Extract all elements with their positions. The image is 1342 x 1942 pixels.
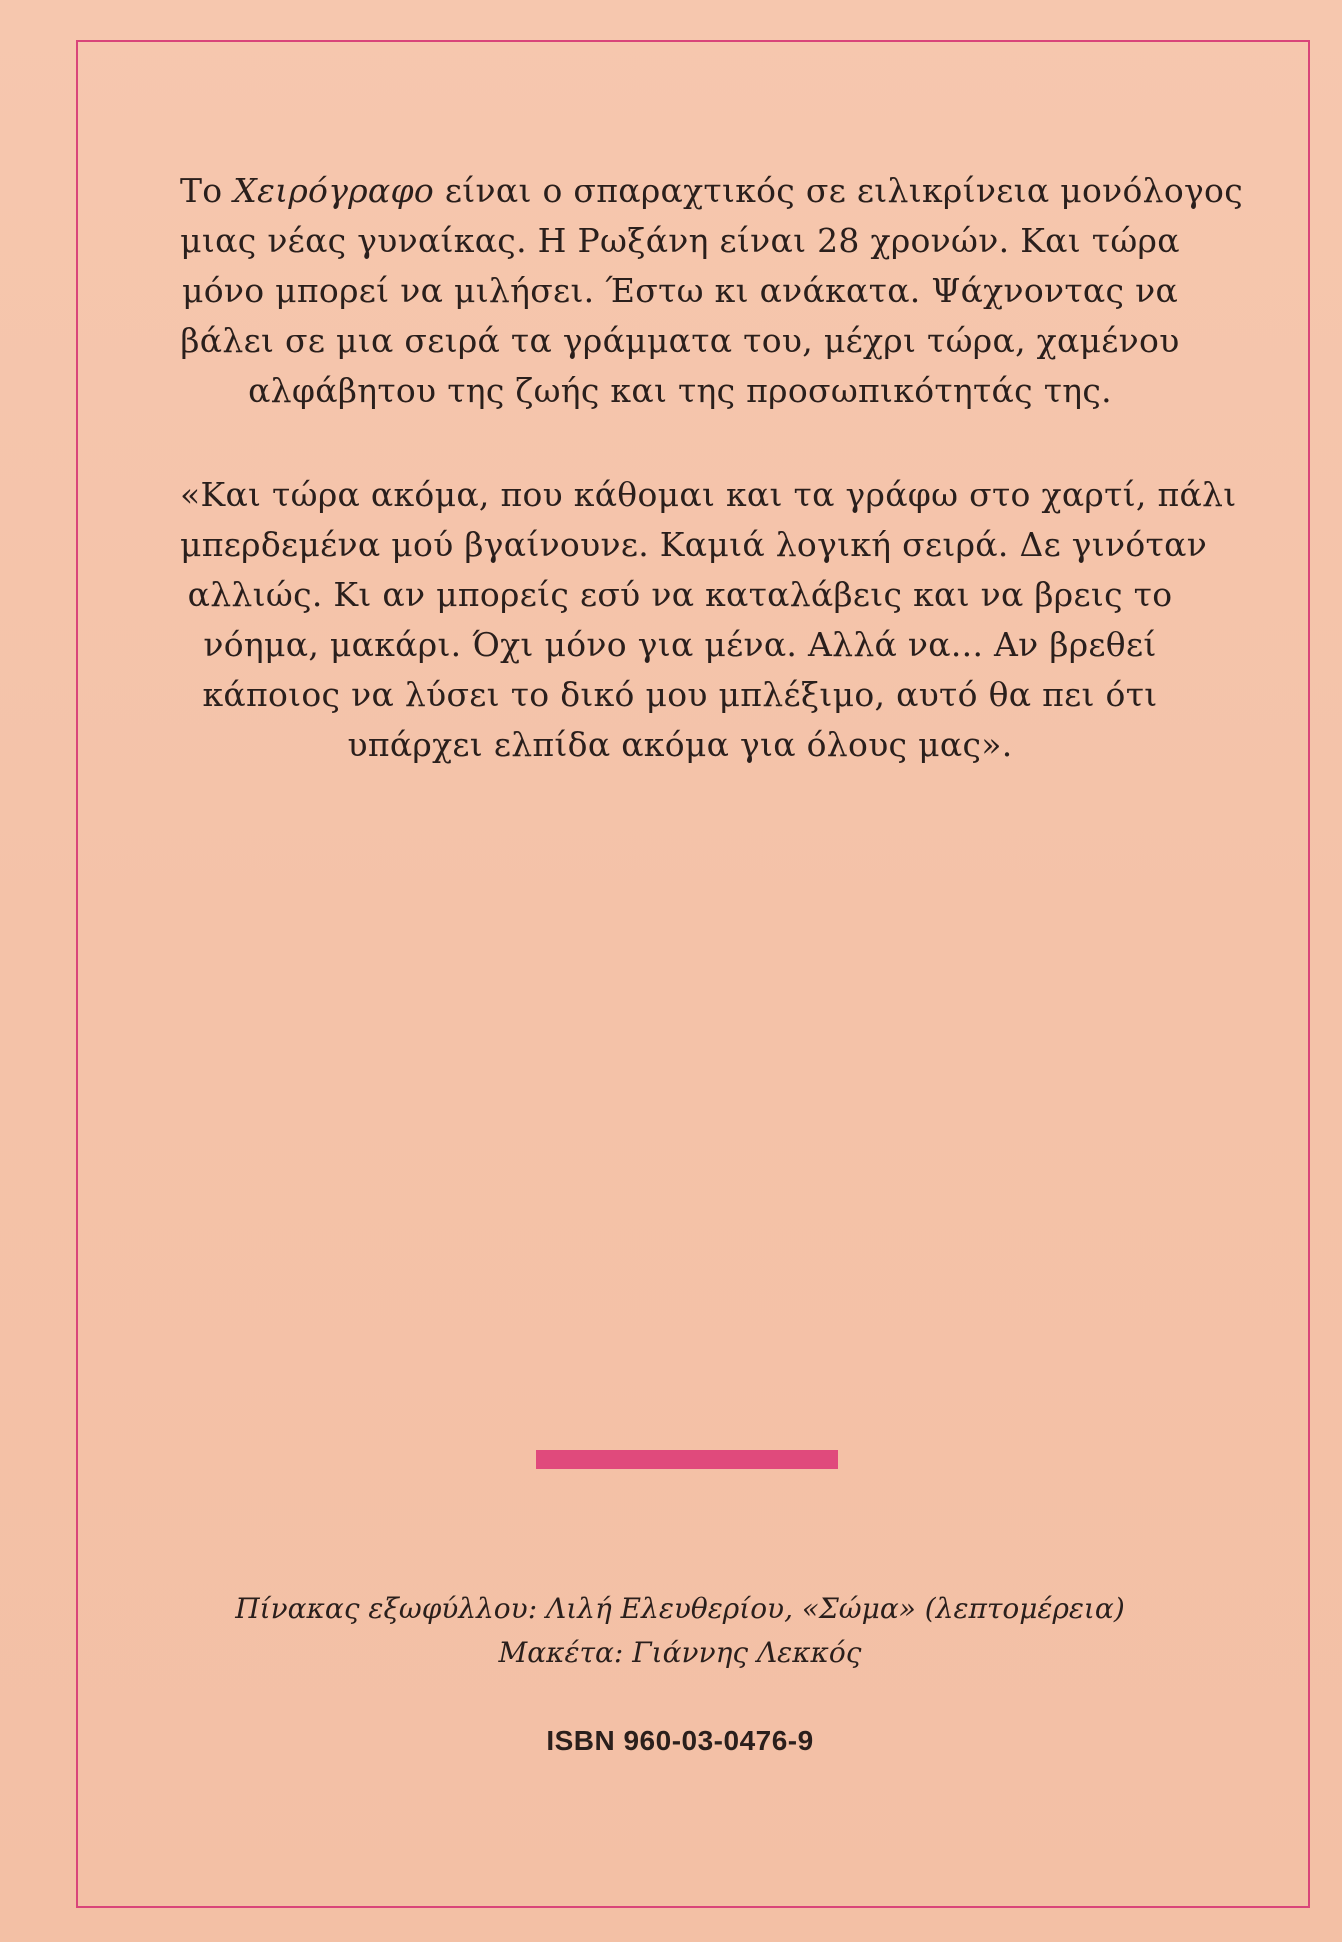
- credits: [180, 1587, 1180, 1675]
- blurb-line: Το Χειρόγραφο είναι ο σπαραχτικός σε ειλικρίνεια μονόλογος: [180, 171, 1244, 210]
- blurb-line: βάλει σε μια σειρά τα γράμματα του, μέχρι τώρα, χαμένου: [180, 321, 1180, 360]
- layout-credit: Μακέτα: Γιάννης Λεκκός: [498, 1636, 862, 1669]
- blurb-line: μόνο μπορεί να μιλήσει. Έστω κι ανάκατα. Ψάχνοντας να: [181, 271, 1179, 310]
- blurb-paragraph: [180, 166, 1244, 416]
- quote-line: υπάρχει ελπίδα ακόμα για όλους μας».: [347, 725, 1013, 764]
- quote-paragraph: [180, 470, 1237, 770]
- quote-line: νόημα, μακάρι. Όχι μόνο για μένα. Αλλά να... Αν βρεθεί: [203, 625, 1157, 664]
- quote-line: μπερδεμένα μού βγαίνουνε. Καμιά λογική σειρά. Δε γινόταν: [180, 525, 1208, 564]
- quote-line: κάποιος να λύσει το δικό μου μπλέξιμο, αυτό θα πει ότι: [202, 675, 1158, 714]
- quote-line: αλλιώς. Κι αν μπορείς εσύ να καταλάβεις και να βρεις το: [187, 575, 1173, 614]
- quote-line: «Και τώρα ακόμα, που κάθομαι και τα γράφω στο χαρτί, πάλι: [180, 475, 1237, 514]
- blurb-line: μιας νέας γυναίκας. Η Ρωξάνη είναι 28 χρονών. Και τώρα: [180, 221, 1180, 260]
- blurb-line: αλφάβητου της ζωής και της προσωπικότητάς της.: [248, 371, 1112, 410]
- decorative-pink-bar: [536, 1450, 838, 1469]
- isbn: ISBN 960-03-0476-9: [546, 1725, 814, 1756]
- cover-art-credit: Πίνακας εξωφύλλου: Λιλή Ελευθερίου, «Σώμα» (λεπτομέρεια): [235, 1592, 1125, 1625]
- book-title: Χειρόγραφο: [233, 171, 435, 210]
